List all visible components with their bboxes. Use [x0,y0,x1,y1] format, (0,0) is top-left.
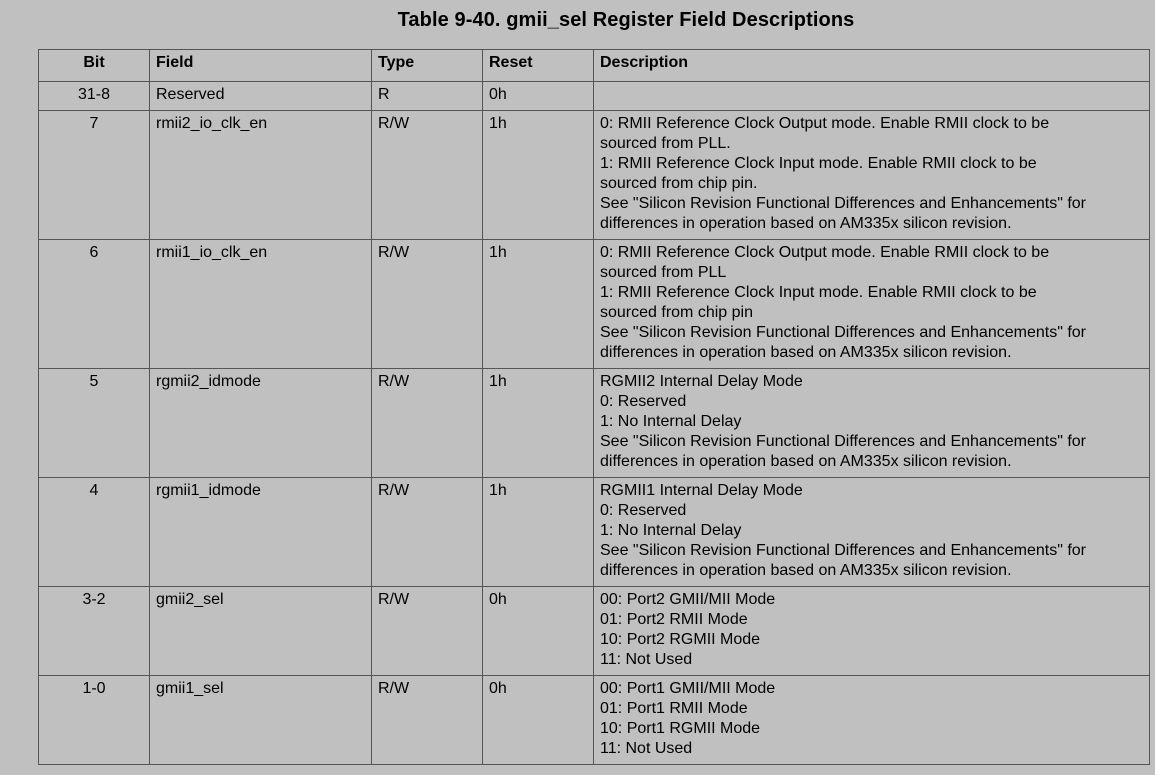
cell-field: rgmii1_idmode [150,478,372,587]
cell-description [594,587,1150,676]
header-type: Type [372,50,483,82]
description-line: sourced from chip pin [600,304,753,321]
description-line: 00: Port2 GMII/MII Mode [600,591,776,608]
description-line: 1: No Internal Delay [600,413,742,430]
cell-field: rmii2_io_clk_en [150,111,372,240]
header-bit: Bit [39,50,150,82]
cell-bit: 5 [39,369,150,478]
cell-field: gmii1_sel [150,676,372,765]
cell-type: R/W [372,369,483,478]
cell-field: rgmii2_idmode [150,369,372,478]
description-line: 1: RMII Reference Clock Input mode. Enable RMII clock to be [600,284,1037,301]
cell-reset: 0h [483,82,594,111]
cell-description [594,478,1150,587]
cell-bit: 3-2 [39,587,150,676]
description-line: 01: Port2 RMII Mode [600,611,748,628]
description-line: See "Silicon Revision Functional Differences and Enhancements" for [600,433,1086,450]
cell-type: R/W [372,587,483,676]
cell-bit: 7 [39,111,150,240]
cell-description [594,82,1150,111]
register-field-table [38,49,1150,765]
description-line: sourced from PLL. [600,135,731,152]
description-line: 10: Port1 RGMII Mode [600,720,761,737]
cell-reset: 0h [483,676,594,765]
table-row [39,676,1150,765]
cell-reset: 1h [483,478,594,587]
description-line: differences in operation based on AM335x silicon revision. [600,215,1012,232]
description-line: 11: Not Used [600,740,693,757]
cell-bit: 4 [39,478,150,587]
cell-bit: 6 [39,240,150,369]
cell-type: R/W [372,111,483,240]
table-body [39,82,1150,765]
cell-description [594,111,1150,240]
cell-field: gmii2_sel [150,587,372,676]
description-line: 0: RMII Reference Clock Output mode. Enable RMII clock to be [600,244,1050,261]
cell-reset: 1h [483,111,594,240]
description-line: 10: Port2 RGMII Mode [600,631,761,648]
description-line: See "Silicon Revision Functional Differences and Enhancements" for [600,324,1086,341]
table-row [39,587,1150,676]
table-row [39,478,1150,587]
description-line: 0: Reserved [600,393,687,410]
description-line: 0: RMII Reference Clock Output mode. Enable RMII clock to be [600,115,1050,132]
description-line: differences in operation based on AM335x silicon revision. [600,453,1012,470]
description-line: 11: Not Used [600,651,693,668]
description-line: differences in operation based on AM335x silicon revision. [600,562,1012,579]
description-line: sourced from PLL [600,264,727,281]
cell-type: R/W [372,240,483,369]
description-line: See "Silicon Revision Functional Differences and Enhancements" for [600,542,1086,559]
cell-type: R/W [372,676,483,765]
cell-bit: 31-8 [39,82,150,111]
cell-reset: 1h [483,240,594,369]
table-row [39,111,1150,240]
table-header [39,50,1150,82]
description-line: 1: No Internal Delay [600,522,742,539]
description-line: See "Silicon Revision Functional Differences and Enhancements" for [600,195,1086,212]
description-line: RGMII1 Internal Delay Mode [600,482,803,499]
cell-type: R/W [372,478,483,587]
cell-type: R [372,82,483,111]
description-line: 1: RMII Reference Clock Input mode. Enable RMII clock to be [600,155,1037,172]
header-reset: Reset [483,50,594,82]
cell-reset: 0h [483,587,594,676]
cell-description [594,676,1150,765]
table-row [39,82,1150,111]
cell-description [594,369,1150,478]
cell-field: Reserved [150,82,372,111]
table-title: Table 9-40. gmii_sel Register Field Descriptions [397,9,855,31]
description-line: differences in operation based on AM335x silicon revision. [600,344,1012,361]
table-row [39,240,1150,369]
description-line: 01: Port1 RMII Mode [600,700,748,717]
description-line: 00: Port1 GMII/MII Mode [600,680,776,697]
header-description: Description [594,50,1150,82]
cell-bit: 1-0 [39,676,150,765]
header-field: Field [150,50,372,82]
header-row [39,50,1150,82]
cell-description [594,240,1150,369]
table-row [39,369,1150,478]
description-line: sourced from chip pin. [600,175,758,192]
description-line: 0: Reserved [600,502,687,519]
description-line: RGMII2 Internal Delay Mode [600,373,803,390]
cell-reset: 1h [483,369,594,478]
cell-field: rmii1_io_clk_en [150,240,372,369]
